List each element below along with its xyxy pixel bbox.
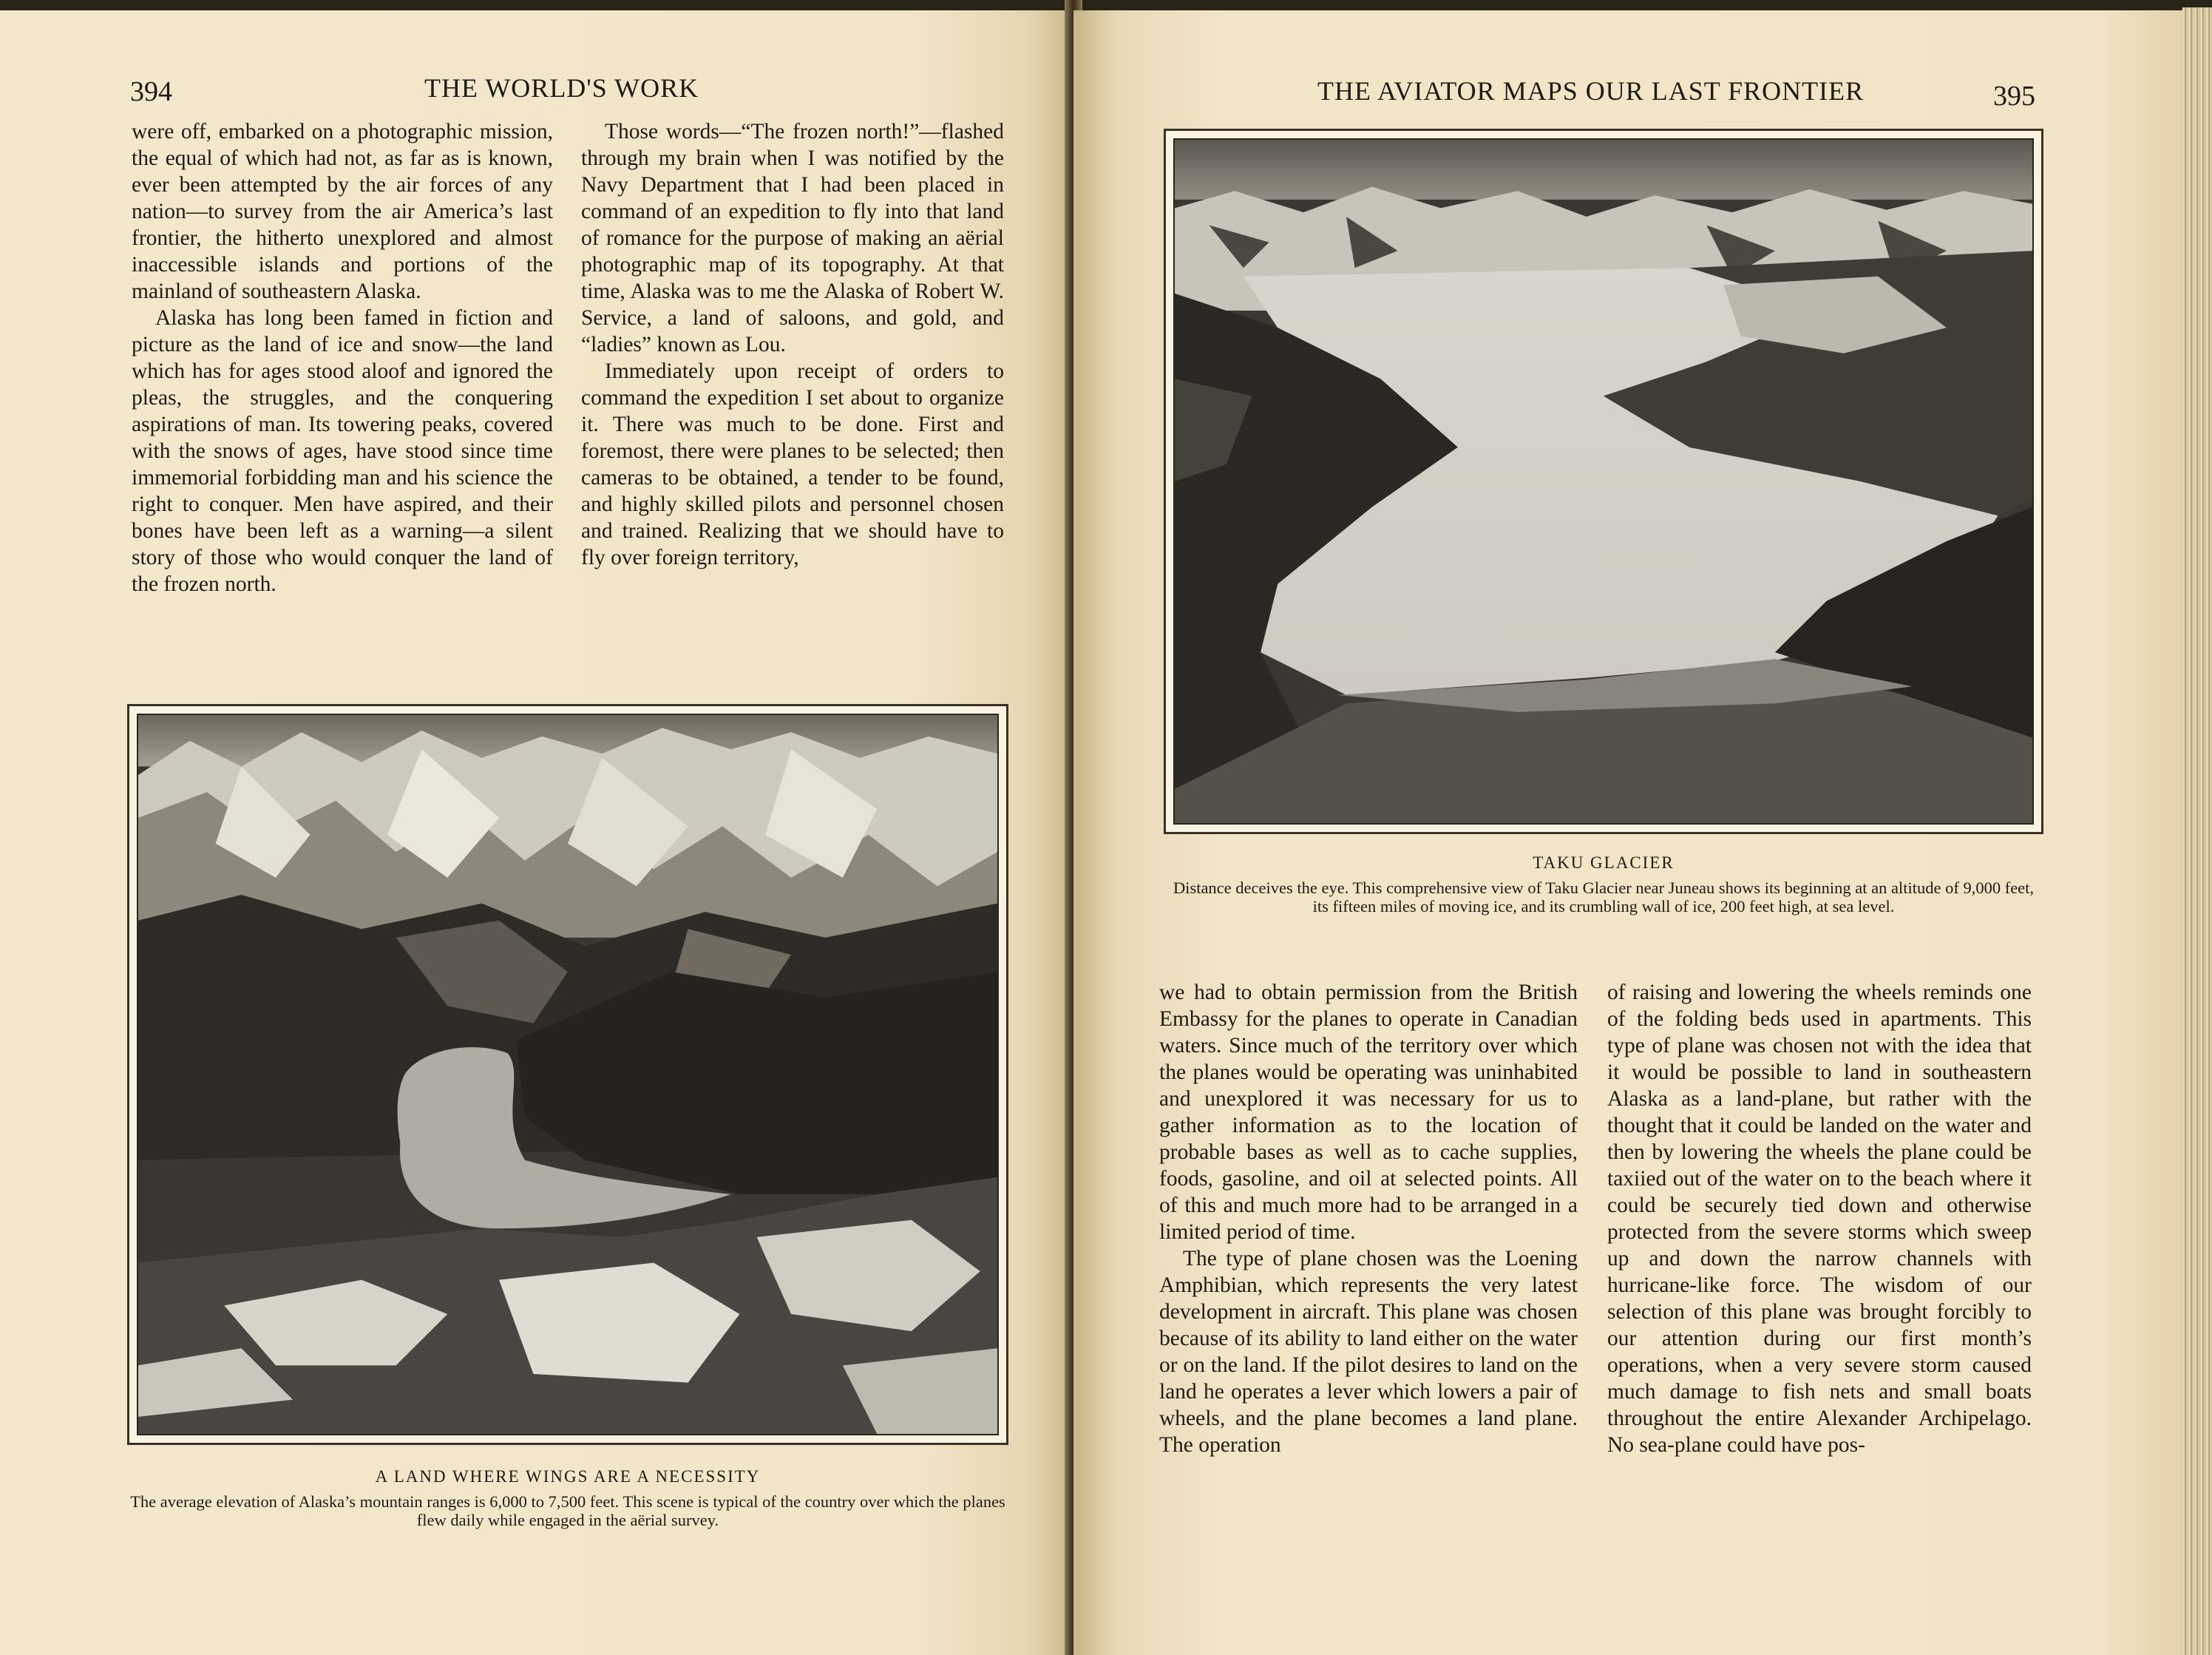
paragraph: Immediately upon receipt of orders to command the expedition I set about to organize it. There was much to be done. First and foremost, there were planes to be selected; then cameras to be obtained, a tender to be found, and highly skilled pilots and personnel chosen and trained. Realizing that we should have to fly over foreign territory, xyxy=(581,359,1004,569)
paragraph: of raising and lowering the wheels reminds one of the folding beds used in apartments. This type of plane was chosen not with the idea that it would be possible to land in southeastern Alaska as a land-plane, but rather with the thought that it could be landed on the water and then by lowering the wheels the plane could be taxiied out of the water on to the beach where it could be securely tied down and otherwise protected from the severe storms which sweep up and down the narrow channels with hurricane-like force. The wisdom of our selection of this plane was brought forcibly to our attention during our first month’s operations, when a very severe storm caused much damage to fish nets and small boats throughout the entire Alexander Archipelago. No sea-plane could have pos- xyxy=(1607,981,2032,1457)
right-page xyxy=(1073,10,2182,1655)
mountain-lake-photo xyxy=(137,714,999,1435)
running-head-right: THE AVIATOR MAPS OUR LAST FRONTIER xyxy=(1317,76,1865,106)
paragraph: Those words—“The frozen north!”—flashed through my brain when I was notified by the Navy Department that I had been placed in command of an expedition to fly into that land of romance for the purpose of making an aërial photographic map of its topography. At that time, Alaska was to me the Alaska of Robert W. Service, a land of saloons, and gold, and “ladies” known as Lou. xyxy=(581,120,1004,356)
taku-glacier-photo-frame xyxy=(1164,129,2043,834)
caption-title-right: TAKU GLACIER xyxy=(1533,853,1675,872)
paragraph: The type of plane chosen was the Loening Amphibian, which represents the very latest development in aircraft. This plane was chosen because of its ability to land either on the water or on the land. If the pilot desires to land on the land he operates a lever which lowers a pair of wheels, and the plane becomes a land plane. The operation xyxy=(1159,1247,1578,1457)
caption-text-left: The average elevation of Alaska’s mountain ranges is 6,000 to 7,500 feet. This scene is typical of the country over which the planes flew daily while engaged in the aërial survey. xyxy=(130,1492,1005,1529)
left-column-2 xyxy=(581,118,1004,571)
page-number-right: 395 xyxy=(1993,81,2035,112)
taku-glacier-photo xyxy=(1173,138,2034,825)
paragraph: Alaska has long been famed in fiction and picture as the land of ice and snow—the land which has for ages stood aloof and ignored the pleas, the struggles, and the conquering aspirations of man. Its towering peaks, covered with the snows of ages, have stood since time immemorial forbidding man and his science the right to conquer. Men have aspired, and their bones have been left as a warning—a silent story of those who would conquer the land of the frozen north. xyxy=(132,306,553,596)
caption-title-left: A LAND WHERE WINGS ARE A NECESSITY xyxy=(375,1467,761,1486)
paragraph: we had to obtain permission from the British Embassy for the planes to operate in Canadian waters. Since much of the territory over which the planes would be operating was uninhabited and unexplored it was necessary for us to gather information as to the location of probable bases as well as to cache supplies, foods, gasoline, and oil at selected points. All of this and much more had to be arranged in a limited period of time. xyxy=(1159,981,1578,1244)
right-column-1 xyxy=(1159,979,1578,1458)
left-page xyxy=(0,10,1071,1655)
page-edges xyxy=(2182,7,2212,1655)
running-head-left: THE WORLD'S WORK xyxy=(424,73,699,103)
mountain-lake-photo-frame xyxy=(127,704,1008,1445)
page-number-left: 394 xyxy=(130,76,172,107)
left-column-1 xyxy=(132,118,553,598)
paragraph: were off, embarked on a photographic mission, the equal of which had not, as far as is known, ever been attempted by the air forces of any nation—to survey from the air America’s last frontier, the hitherto unexplored and almost inaccessible islands and portions of the mainland of southeastern Alaska. xyxy=(132,120,553,303)
caption-text-right: Distance deceives the eye. This comprehensive view of Taku Glacier near Juneau shows its beginning at an altitude of 9,000 feet, its fifteen miles of moving ice, and its crumbling wall of ice, 200 feet high, at sea level. xyxy=(1173,879,2035,916)
right-column-2 xyxy=(1607,979,2032,1458)
